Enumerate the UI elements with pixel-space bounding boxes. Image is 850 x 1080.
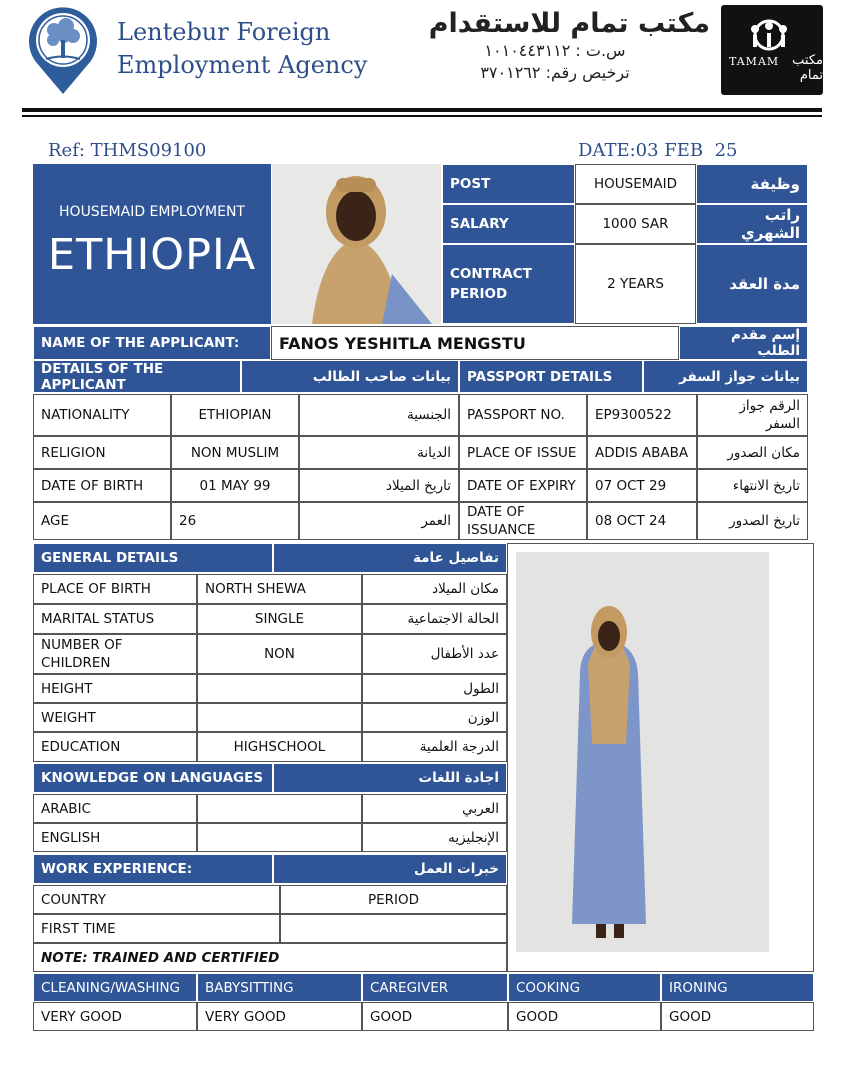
languages-header-ar: اجادة اللغات <box>273 763 507 793</box>
date-of-issuance-value: 08 OCT 24 <box>587 502 697 540</box>
english-label-ar: الإنجليزيه <box>362 823 507 852</box>
agency-name-line1: Lentebur Foreign <box>117 18 331 46</box>
header-divider-thin <box>22 115 822 117</box>
header-divider-thick <box>22 108 822 112</box>
marital-status-label: MARITAL STATUS <box>33 604 197 634</box>
passport-details-header-ar: بيانات جواز السفر <box>643 360 808 393</box>
place-of-birth-label: PLACE OF BIRTH <box>33 574 197 604</box>
skill-ironing: IRONING <box>661 973 814 1002</box>
date-of-expiry-label-ar: تاريخ الانتهاء <box>697 469 808 502</box>
marital-status-value: SINGLE <box>197 604 362 634</box>
banner-country: ETHIOPIA <box>47 230 257 280</box>
place-of-birth-value: NORTH SHEWA <box>197 574 362 604</box>
salary-label-ar: راتب الشهري <box>696 204 808 244</box>
skill-caregiver: CAREGIVER <box>362 973 508 1002</box>
religion-label-ar: الديانة <box>299 436 459 469</box>
age-label: AGE <box>33 502 171 540</box>
date-of-expiry-value: 07 OCT 29 <box>587 469 697 502</box>
place-of-issue-label-ar: مكان الصدور <box>697 436 808 469</box>
work-country-column: COUNTRY <box>33 885 280 914</box>
weight-value <box>197 703 362 732</box>
place-of-issue-label: PLACE OF ISSUE <box>459 436 587 469</box>
tamam-logo <box>721 5 823 95</box>
agency-name-line2: Employment Agency <box>117 51 368 79</box>
work-experience-header-ar: خبرات العمل <box>273 854 507 884</box>
date-of-birth-label: DATE OF BIRTH <box>33 469 171 502</box>
place-of-issue-value: ADDIS ABABA <box>587 436 697 469</box>
education-value: HIGHSCHOOL <box>197 732 362 762</box>
skill-caregiver-level: GOOD <box>362 1002 508 1031</box>
arabic-agency-title: مكتب تمام للاستقدام <box>428 8 710 39</box>
age-value: 26 <box>171 502 299 540</box>
passport-no-value: EP9300522 <box>587 394 697 436</box>
banner-subtitle: HOUSEMAID EMPLOYMENT <box>59 204 245 220</box>
skill-cooking: COOKING <box>508 973 661 1002</box>
post-label-ar: وظيفة <box>696 164 808 204</box>
skill-cleaning-washing-level: VERY GOOD <box>33 1002 197 1031</box>
number-of-children-label: NUMBER OF CHILDREN <box>33 634 197 674</box>
height-value <box>197 674 362 703</box>
passport-no-label-ar: الرقم جواز السفر <box>697 394 808 436</box>
arabic-value <box>197 794 362 823</box>
tamam-logo-arabic: مكتب تمام <box>792 53 823 83</box>
reference-number: Ref: THMS09100 <box>48 140 207 161</box>
nationality-value: ETHIOPIAN <box>171 394 299 436</box>
license-number: ترخيص رقم: ٣٧٠١٢٦٢ <box>480 63 630 82</box>
english-value <box>197 823 362 852</box>
applicant-details-header-ar: بيانات صاحب الطالب <box>241 360 459 393</box>
date-of-birth-label-ar: تاريخ الميلاد <box>299 469 459 502</box>
education-label-ar: الدرجة العلمية <box>362 732 507 762</box>
languages-header: KNOWLEDGE ON LANGUAGES <box>33 763 273 793</box>
salary-value: 1000 SAR <box>575 204 696 244</box>
english-label: ENGLISH <box>33 823 197 852</box>
skill-ironing-level: GOOD <box>661 1002 814 1031</box>
skill-babysitting-level: VERY GOOD <box>197 1002 362 1031</box>
nationality-label: NATIONALITY <box>33 394 171 436</box>
religion-value: NON MUSLIM <box>171 436 299 469</box>
work-period-column: PERIOD <box>280 885 507 914</box>
date-of-issuance-label: DATE OF ISSUANCE <box>459 502 587 540</box>
commercial-registration: س.ت : ١٠١٠٤٤٣١١٢ <box>484 41 626 60</box>
education-label: EDUCATION <box>33 732 197 762</box>
applicant-details-header: DETAILS OF THE APPLICANT <box>33 360 241 393</box>
place-of-birth-label-ar: مكان الميلاد <box>362 574 507 604</box>
skill-cleaning-washing: CLEANING/WASHING <box>33 973 197 1002</box>
weight-label-ar: الوزن <box>362 703 507 732</box>
contract-period-label: CONTRACT PERIOD <box>442 244 575 324</box>
applicant-name-label-ar: إسم مقدم الطلب <box>679 326 808 360</box>
contract-period-label-ar: مدة العقد <box>696 244 808 324</box>
country-banner <box>33 164 271 324</box>
contract-period-value: 2 YEARS <box>575 244 696 324</box>
applicant-portrait-photo <box>272 164 441 324</box>
marital-status-label-ar: الحالة الاجتماعية <box>362 604 507 634</box>
tamam-logo-text: TAMAM <box>729 55 780 68</box>
nationality-label-ar: الجنسية <box>299 394 459 436</box>
document-date: DATE:03 FEB 25 <box>578 140 738 161</box>
skill-cooking-level: GOOD <box>508 1002 661 1031</box>
date-of-issuance-label-ar: تاريخ الصدور <box>697 502 808 540</box>
applicant-name-label: NAME OF THE APPLICANT: <box>33 326 271 360</box>
post-label: POST <box>442 164 575 204</box>
work-first-time: FIRST TIME <box>33 914 280 943</box>
weight-label: WEIGHT <box>33 703 197 732</box>
applicant-full-body-photo <box>507 543 814 972</box>
general-details-header: GENERAL DETAILS <box>33 543 273 573</box>
skill-babysitting: BABYSITTING <box>197 973 362 1002</box>
work-first-time-period <box>280 914 507 943</box>
arabic-label-ar: العربي <box>362 794 507 823</box>
passport-details-header: PASSPORT DETAILS <box>459 360 643 393</box>
general-details-header-ar: تفاصيل عامة <box>273 543 507 573</box>
number-of-children-label-ar: عدد الأطفال <box>362 634 507 674</box>
religion-label: RELIGION <box>33 436 171 469</box>
age-label-ar: العمر <box>299 502 459 540</box>
number-of-children-value: NON <box>197 634 362 674</box>
height-label: HEIGHT <box>33 674 197 703</box>
date-of-expiry-label: DATE OF EXPIRY <box>459 469 587 502</box>
post-value: HOUSEMAID <box>575 164 696 204</box>
training-note: NOTE: TRAINED AND CERTIFIED <box>33 943 507 972</box>
date-of-birth-value: 01 MAY 99 <box>171 469 299 502</box>
salary-label: SALARY <box>442 204 575 244</box>
height-label-ar: الطول <box>362 674 507 703</box>
passport-no-label: PASSPORT NO. <box>459 394 587 436</box>
applicant-name: FANOS YESHITLA MENGSTU <box>271 326 679 360</box>
work-experience-header: WORK EXPERIENCE: <box>33 854 273 884</box>
agency-logo <box>26 4 100 96</box>
arabic-label: ARABIC <box>33 794 197 823</box>
